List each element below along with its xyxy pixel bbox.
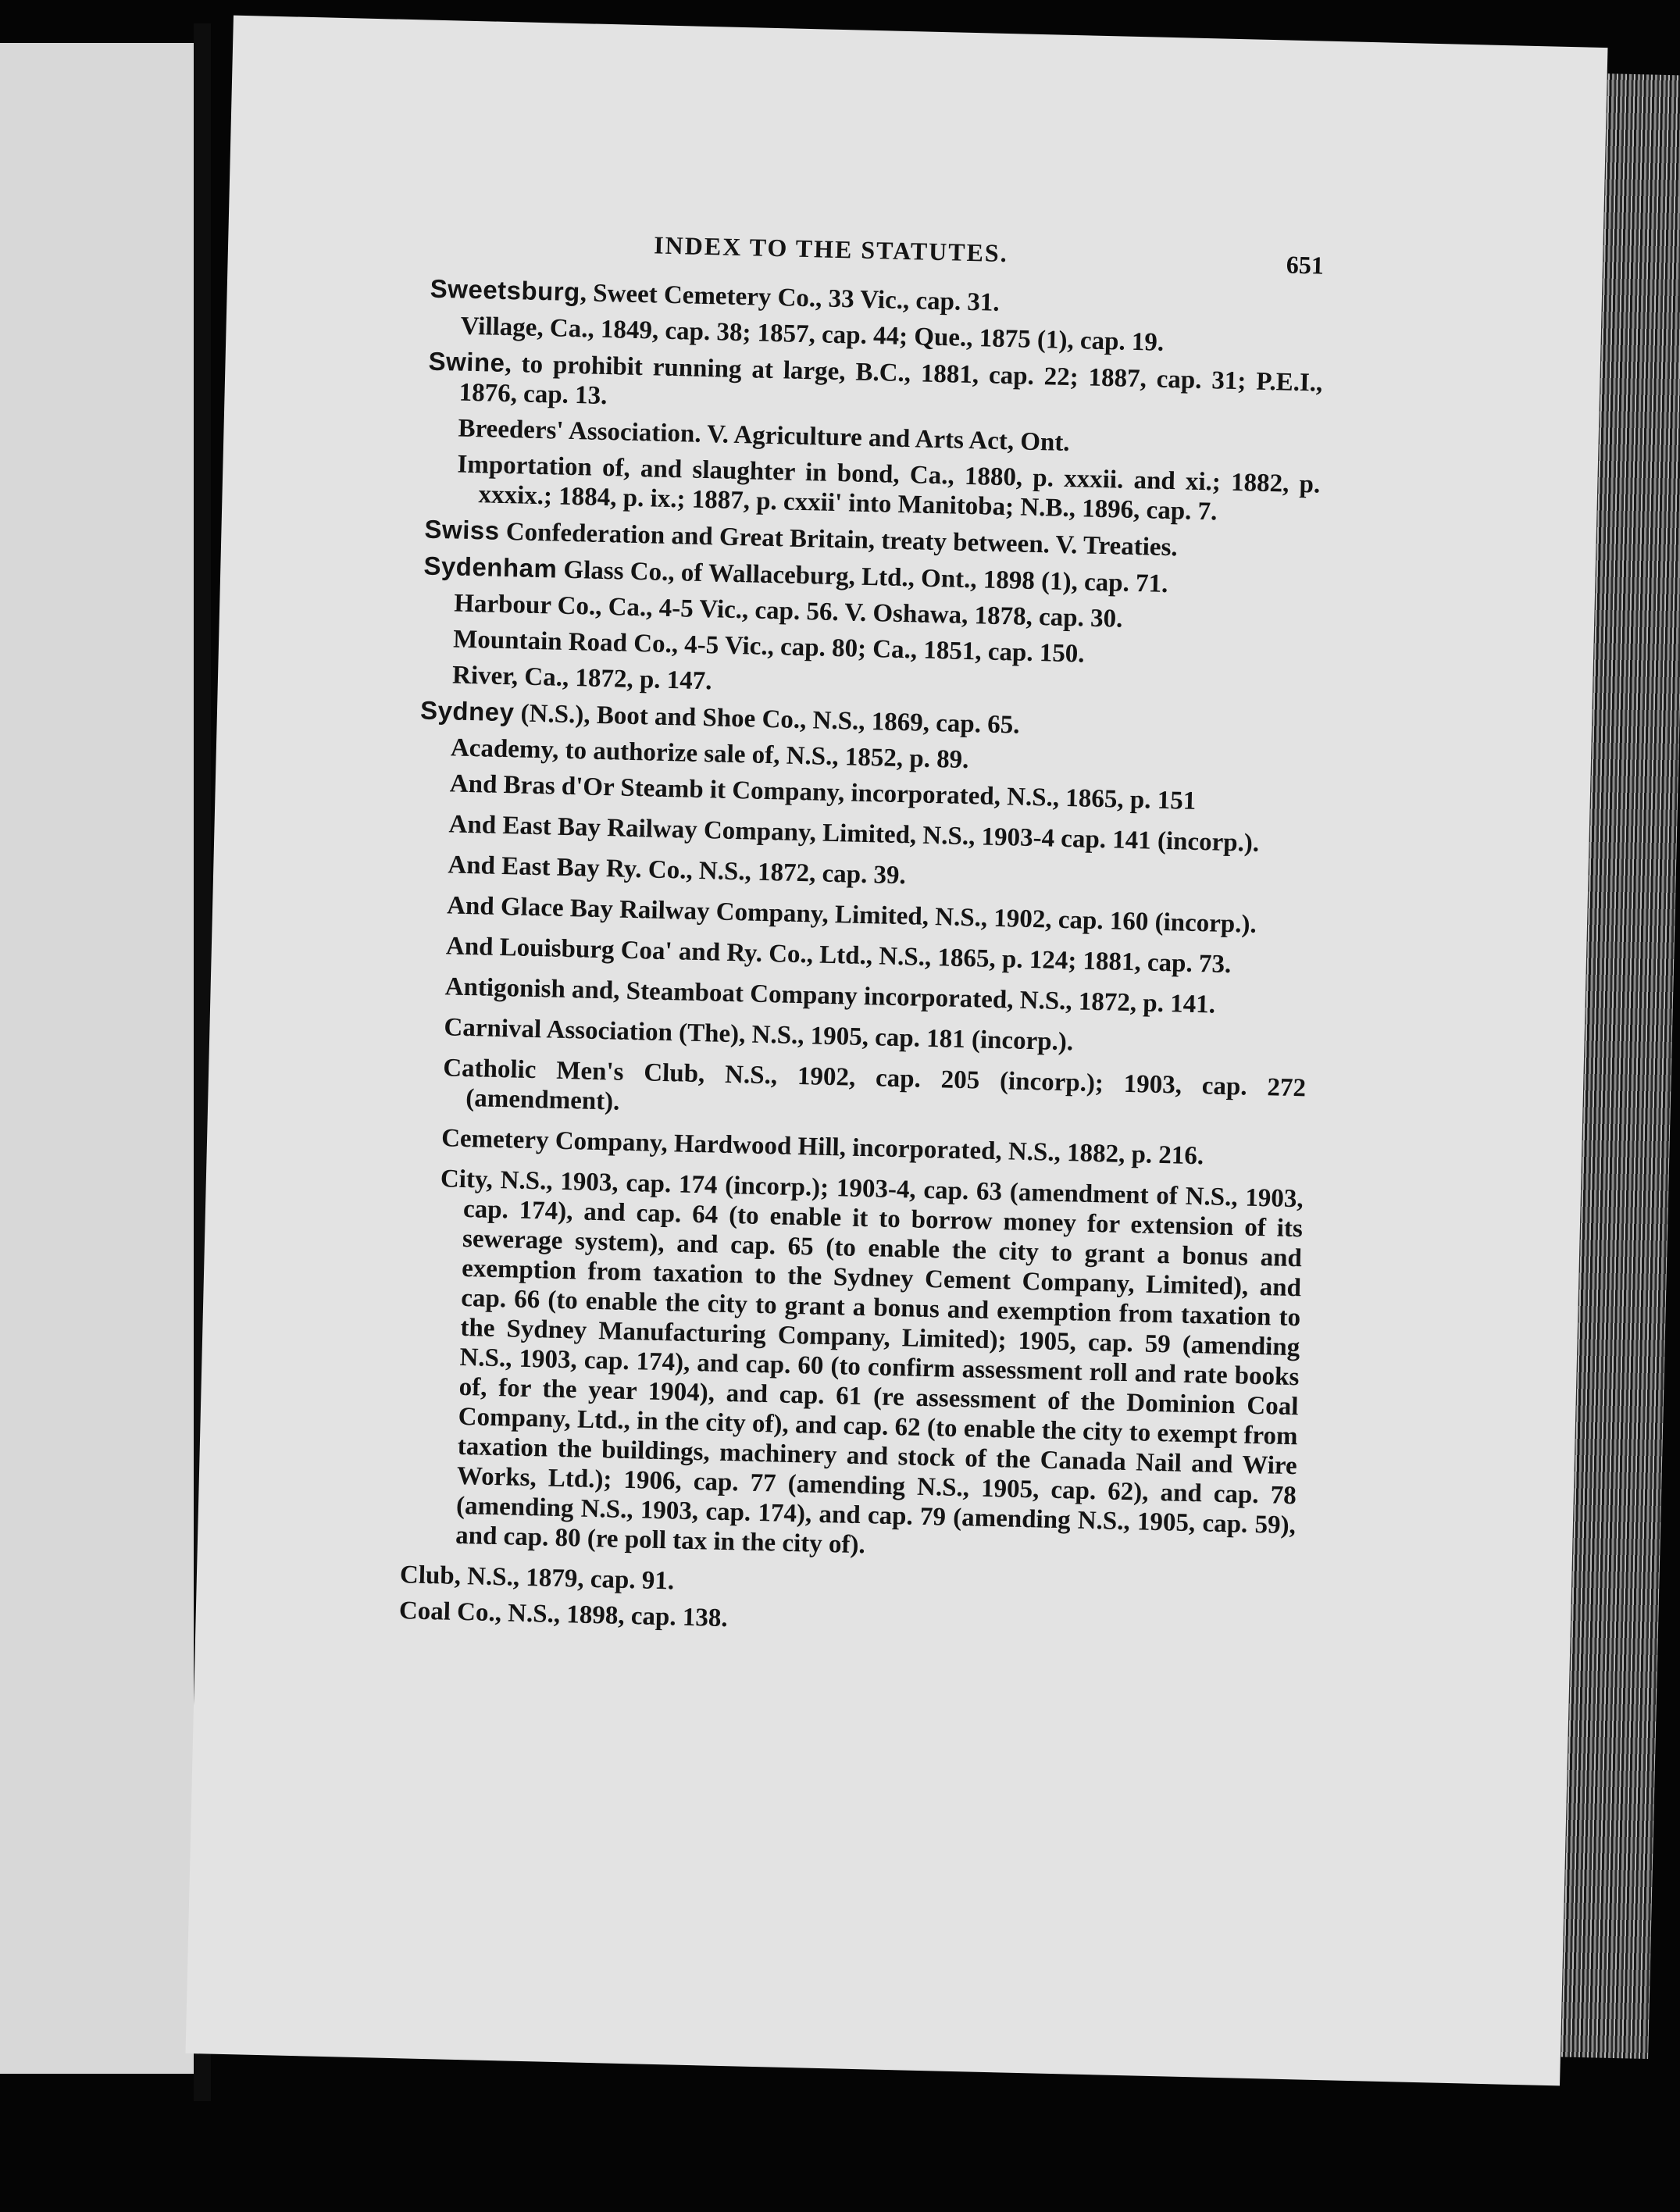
index-entries [398,274,1325,1653]
entry-text: River, Ca., 1872, p. 147. [451,661,712,696]
entry-text: Catholic Men's Club, N.S., 1902, cap. 205 (incorp.); 1903, cap. 272 (amendment). [442,1054,1307,1116]
entry-text: And East Bay Ry. Co., N.S., 1872, cap. 39. [448,851,907,890]
entry-text: Antigonish and, Steamboat Company incorporated, N.S., 1872, p. 141. [444,972,1216,1019]
entry-text: , to prohibit running at large, B.C., 1881, cap. 22; 1887, cap. 31; P.E.I., 1876, cap. 13. [458,349,1323,411]
entry-text: Village, Ca., 1849, cap. 38; 1857, cap. 44; Que., 1875 (1), cap. 19. [460,312,1165,357]
entry-text: , Sweet Cemetery Co., 33 Vic., cap. 31. [580,279,1001,317]
entry-text: Glass Co., of Wallaceburg, Ltd., Ont., 1898 (1), cap. 71. [556,555,1168,599]
entry-text: Carnival Association (The), N.S., 1905, cap. 181 (incorp.). [444,1013,1074,1057]
entry-text: And Louisburg Coa' and Ry. Co., Ltd., N.S., 1865, p. 124; 1881, cap. 73. [445,932,1232,979]
entry-heading: Sydenham [423,551,558,583]
entry-text: Confederation and Great Britain, treaty between. V. Treaties. [499,517,1179,562]
entry-text: (N.S.), Boot and Shoe Co., N.S., 1869, cap. 65. [514,699,1020,740]
entry-text: Club, N.S., 1879, cap. 91. [399,1561,675,1596]
running-header: INDEX TO THE STATUTES. [653,230,1009,268]
page-number: 651 [1286,250,1325,280]
facing-page [0,43,194,2074]
entry-text: Coal Co., N.S., 1898, cap. 138. [398,1597,729,1633]
index-subentry [401,1163,1304,1570]
entry-text: Harbour Co., Ca., 4-5 Vic., cap. 56. V. Oshawa, 1878, cap. 30. [453,589,1123,633]
entry-heading: Sydney [419,695,515,727]
entry-text: Academy, to authorize sale of, N.S., 1852, p. 89. [450,733,969,775]
entry-text: And East Bay Railway Company, Limited, N.S., 1903-4 cap. 141 (incorp.). [448,810,1260,858]
entry-text: Importation of, and slaughter in bond, Ca., 1880, p. xxxii. and xi.; 1882, p. xxxix.; 1884, p. ix.; 1887, p. cxxii' into Manitoba; N.B., 1896, cap. 7. [457,450,1321,526]
index-subentry [411,1052,1306,1133]
book-page [185,16,1607,2086]
entry-text: Mountain Road Co., 4-5 Vic., cap. 80; Ca., 1851, cap. 150. [452,625,1085,669]
entry-text: City, N.S., 1903, cap. 174 (incorp.); 1903-4, cap. 63 (amendment of N.S., 1903, cap. 174), and cap. 64 (to enable it to borrow money for extension of its sewerage system), and cap. 65 (to enable the city to grant a bonus and exemption from taxation to the Sydney Cement Company, Limited), and cap. 66 (to enable the city to grant a bonus and exemption from taxation to the Sydney Manufacturing Company, Limited); 1905, cap. 59 (amending N.S., 1903, cap. 174), and cap. 60 (to confirm assessment roll and rate books of, for the year 1904), and cap. 61 (re assessment of the Dominion Coal Company, Ltd., in the city of), and cap. 62 (to enable the city to exempt from taxation the buildings, machinery and stock of the Canada Nail and Wire Works, Ltd.); 1906, cap. 77 (amending N.S., 1905, cap. 62), and cap. 78 (amending N.S., 1903, cap. 174), and cap. 79 (amending N.S., 1905, cap. 59), and cap. 80 (re poll tax in the city of). [440,1165,1304,1560]
entry-text: And Bras d'Or Steamb it Company, incorporated, N.S., 1865, p. 151 [449,769,1197,815]
page-text [185,16,1607,2086]
entry-text: Cemetery Company, Hardwood Hill, incorporated, N.S., 1882, p. 216. [441,1124,1204,1171]
entry-heading: Swiss [424,514,501,545]
entry-heading: Sweetsburg [430,273,581,307]
entry-text: And Glace Bay Railway Company, Limited, N.S., 1902, cap. 160 (incorp.). [446,891,1257,939]
entry-text: Breeders' Association. V. Agriculture and Arts Act, Ont. [458,414,1070,457]
entry-heading: Swine [428,346,505,377]
